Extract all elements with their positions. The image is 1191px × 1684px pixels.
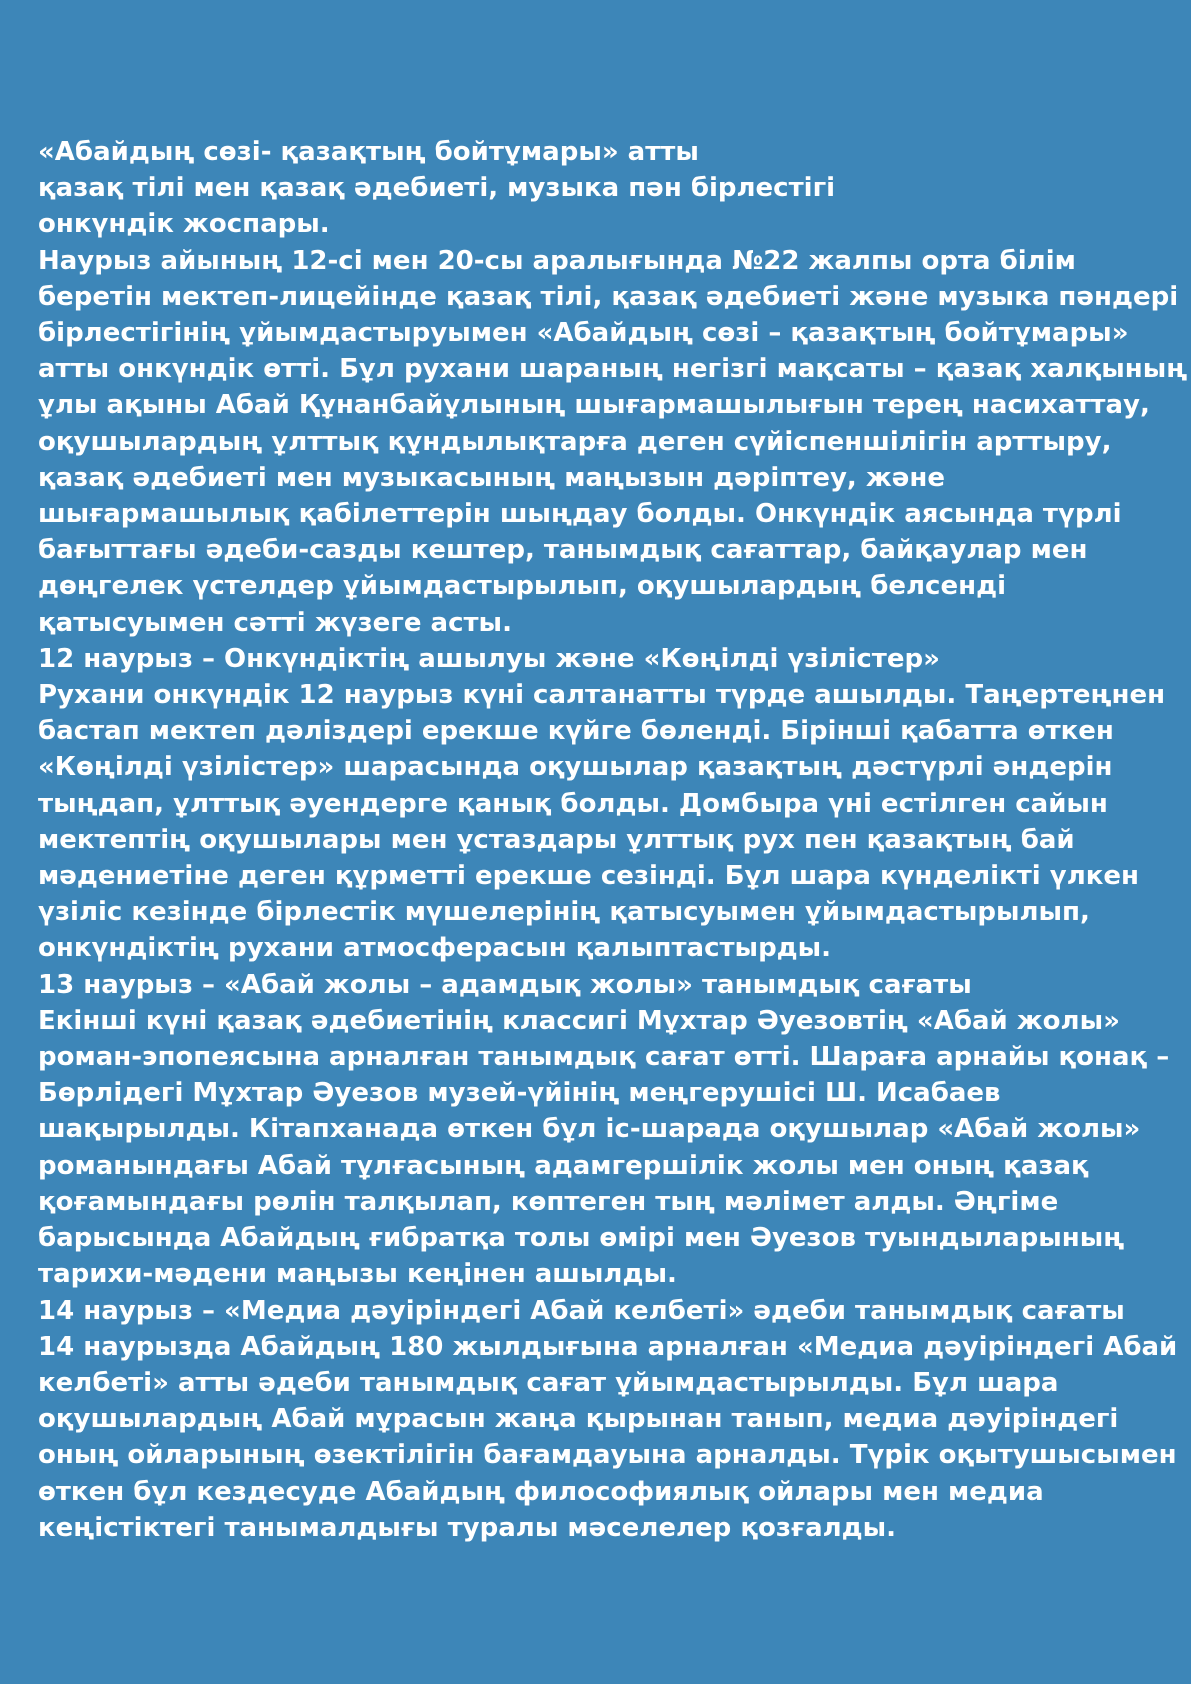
section-heading-march-14: 14 наурыз – «Медиа дәуіріндегі Абай келбеті» әдеби танымдық сағаты: [38, 1295, 1125, 1326]
section-line: үзіліс кезінде бірлестік мүшелерінің қатысуымен ұйымдастырылып,: [38, 897, 1090, 928]
intro-line: оқушылардың ұлттық құндылықтарға деген сүйіспеншілігін арттыру,: [38, 426, 1112, 457]
section-line: тыңдап, ұлттық әуендерге қанық болды. Домбыра үні естілген сайын: [38, 788, 1108, 819]
section-line: Бөрлідегі Мұхтар Әуезов музей-үйінің меңгерушісі Ш. Исабаев: [38, 1078, 1001, 1109]
doc-title-line: «Абайдың сөзі- қазақтың бойтұмары» атты: [38, 137, 699, 167]
section-line: роман-эпопеясына арналған танымдық сағат өтті. Шараға арнайы қонақ –: [38, 1042, 1170, 1073]
section-heading-march-12: 12 наурыз – Онкүндіктің ашылуы және «Көңілді үзілістер»: [38, 643, 940, 674]
section-line: оның ойларының өзектілігін бағамдауына арналды. Түрік оқытушысымен: [38, 1440, 1177, 1471]
section-line: романындағы Абай тұлғасының адамгершілік жолы мен оның қазақ: [38, 1150, 1089, 1181]
intro-line: дөңгелек үстелдер ұйымдастырылып, оқушылардың белсенді: [38, 571, 1006, 602]
doc-title-line: онкүндік жоспары.: [38, 209, 330, 240]
intro-line: Наурыз айының 12-сі мен 20-сы аралығында №22 жалпы орта білім: [38, 245, 1076, 276]
intro-line: атты онкүндік өтті. Бұл рухани шараның негізгі мақсаты – қазақ халқының: [38, 354, 1188, 385]
section-line: мектептің оқушылары мен ұстаздары ұлттық рух пен қазақтың бай: [38, 824, 1075, 855]
section-line: кеңістіктегі танымалдығы туралы мәселелер қозғалды.: [38, 1512, 897, 1543]
section-line: барысында Абайдың ғибратқа толы өмірі мен Әуезов туындыларының: [38, 1223, 1125, 1254]
section-line: қоғамындағы рөлін талқылап, көптеген тың мәлімет алды. Әңгіме: [38, 1186, 1059, 1217]
intro-line: қатысуымен сәтті жүзеге асты.: [38, 607, 512, 638]
section-line: Екінші күні қазақ әдебиетінің классигі Мұхтар Әуезовтің «Абай жолы»: [38, 1005, 1120, 1036]
intro-line: бағыттағы әдеби-сазды кештер, танымдық сағаттар, байқаулар мен: [38, 535, 1088, 566]
document-body: [38, 134, 1188, 1546]
section-heading-march-13: 13 наурыз – «Абай жолы – адамдық жолы» танымдық сағаты: [38, 969, 972, 1000]
section-line: 14 наурызда Абайдың 180 жылдығына арналған «Медиа дәуіріндегі Абай: [38, 1331, 1178, 1362]
section-line: тарихи-мәдени маңызы кеңінен ашылды.: [38, 1259, 677, 1290]
intro-line: қазақ әдебиеті мен музыкасының маңызын дәріптеу, және: [38, 462, 945, 493]
intro-line: беретін мектеп-лицейінде қазақ тілі, қазақ әдебиеті және музыка пәндері: [38, 281, 1179, 312]
intro-line: шығармашылық қабілеттерін шыңдау болды. Онкүндік аясында түрлі: [38, 499, 1122, 530]
section-line: шақырылды. Кітапханада өткен бұл іс-шарада оқушылар «Абай жолы»: [38, 1114, 1141, 1145]
section-line: оқушылардың Абай мұрасын жаңа қырынан танып, медиа дәуіріндегі: [38, 1404, 1119, 1435]
intro-line: бірлестігінің ұйымдастыруымен «Абайдың сөзі – қазақтың бойтұмары»: [38, 318, 1129, 349]
section-line: бастап мектеп дәліздері ерекше күйге бөленді. Бірінші қабатта өткен: [38, 716, 1114, 747]
section-line: келбеті» атты әдеби танымдық сағат ұйымдастырылды. Бұл шара: [38, 1367, 1059, 1398]
section-line: «Көңілді үзілістер» шарасында оқушылар қазақтың дәстүрлі әндерін: [38, 752, 1113, 783]
doc-title-line: қазақ тілі мен қазақ әдебиеті, музыка пән бірлестігі: [38, 173, 836, 204]
section-line: өткен бұл кездесуде Абайдың философиялық ойлары мен медиа: [38, 1476, 1044, 1507]
section-line: мәдениетіне деген құрметті ерекше сезінді. Бұл шара күнделікті үлкен: [38, 861, 1140, 892]
section-line: онкүндіктің рухани атмосферасын қалыптастырды.: [38, 933, 832, 964]
section-line: Рухани онкүндік 12 наурыз күні салтанатты түрде ашылды. Таңертеңнен: [38, 680, 1166, 711]
intro-line: ұлы ақыны Абай Құнанбайұлының шығармашылығын терең насихаттау,: [38, 390, 1150, 421]
